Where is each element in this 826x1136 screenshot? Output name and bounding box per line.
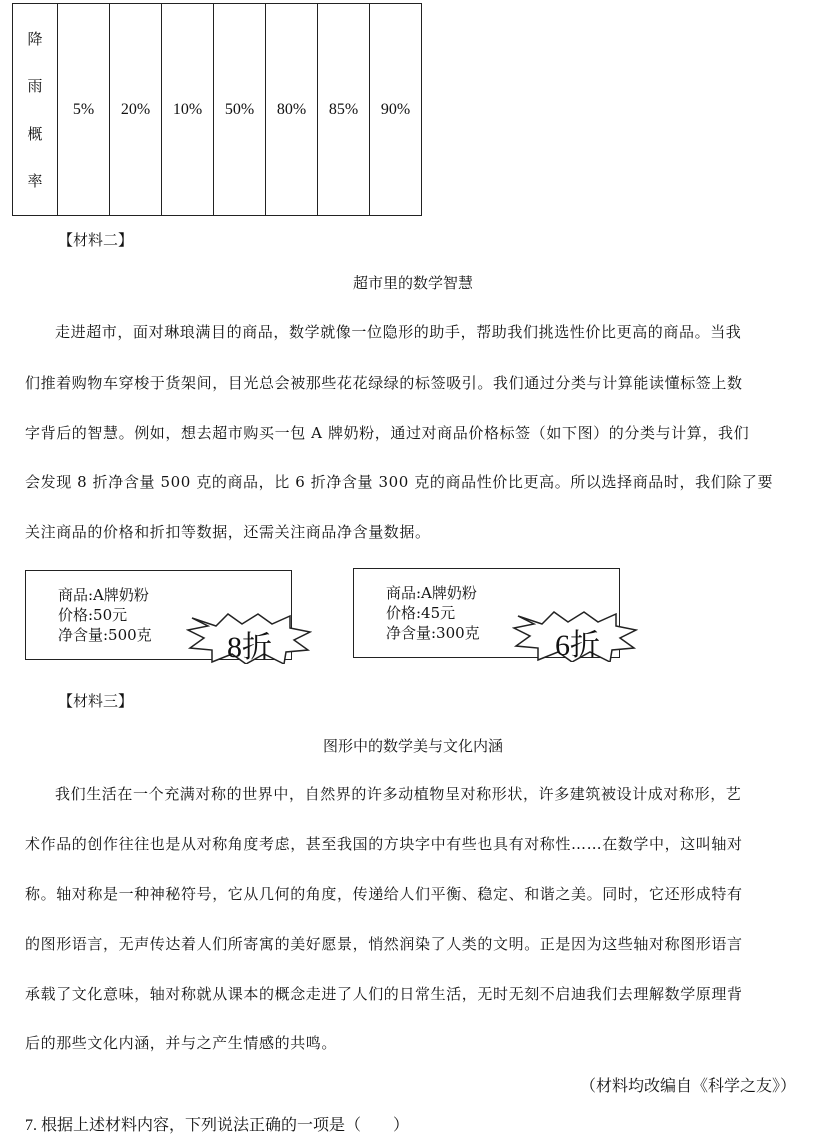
rain-probability-table bbox=[12, 3, 422, 216]
tag-weight: 净含量:300克 bbox=[386, 624, 480, 642]
tag-price: 价格:50元 bbox=[58, 606, 128, 624]
tag-price: 价格:45元 bbox=[386, 604, 456, 622]
discount-label: 6折 bbox=[555, 629, 600, 662]
material3-line: 的图形语言，无声传达着人们所寄寓的美好愿景，悄然润染了人类的文明。正是因为这些轴对称图形语言 bbox=[25, 935, 743, 953]
probability-cell: 20% bbox=[110, 4, 162, 216]
question-7: 7. 根据上述材料内容，下列说法正确的一项是（ ） bbox=[25, 1117, 410, 1134]
material2-line: 会发现 8 折净含量 500 克的商品，比 6 折净含量 300 克的商品性价比更高。所以选择商品时，我们除了要 bbox=[25, 473, 774, 491]
probability-cell: 90% bbox=[370, 4, 422, 216]
label-char: 概 bbox=[27, 124, 43, 143]
source-note: （材料均改编自《科学之友》） bbox=[579, 1076, 796, 1095]
material3-line: 称。轴对称是一种神秘符号，它从几何的角度，传递给人们平衡、稳定、和谐之美。同时，它还形成特有 bbox=[25, 885, 743, 903]
material3-title: 图形中的数学美与文化内涵 bbox=[322, 737, 503, 755]
material2-title: 超市里的数学智慧 bbox=[352, 274, 473, 292]
probability-cell: 80% bbox=[266, 4, 318, 216]
probability-cell: 85% bbox=[318, 4, 370, 216]
material3-line: 后的那些文化内涵，并与之产生情感的共鸣。 bbox=[25, 1034, 338, 1052]
probability-cell: 5% bbox=[58, 4, 110, 216]
label-char: 降 bbox=[27, 29, 43, 48]
tag-product: 商品:A牌奶粉 bbox=[386, 584, 477, 602]
material3-line: 我们生活在一个充满对称的世界中，自然界的许多动植物呈对称形状，许多建筑被设计成对称形，艺 bbox=[55, 785, 742, 803]
tag-weight: 净含量:500克 bbox=[58, 626, 152, 644]
material2-line: 字背后的智慧。例如，想去超市购买一包 A 牌奶粉，通过对商品价格标签（如下图）的分类与计算，我们 bbox=[25, 424, 750, 442]
material3-heading: 【材料三】 bbox=[58, 692, 134, 710]
label-char: 率 bbox=[27, 172, 43, 191]
material3-line: 承载了文化意味，轴对称就从课本的概念走进了人们的日常生活，无时无刻不启迪我们去理解数学原理背 bbox=[25, 985, 743, 1003]
rain-probability-label-cell bbox=[13, 4, 58, 216]
probability-cell: 50% bbox=[214, 4, 266, 216]
label-char: 雨 bbox=[27, 77, 43, 96]
discount-label: 8折 bbox=[227, 631, 272, 664]
tag-product: 商品:A牌奶粉 bbox=[58, 586, 149, 604]
material2-line: 走进超市，面对琳琅满目的商品，数学就像一位隐形的助手，帮助我们挑选性价比更高的商品。当我 bbox=[55, 323, 742, 341]
material2-line: 关注商品的价格和折扣等数据，还需关注商品净含量数据。 bbox=[25, 523, 431, 541]
probability-cell: 10% bbox=[162, 4, 214, 216]
material2-line: 们推着购物车穿梭于货架间，目光总会被那些花花绿绿的标签吸引。我们通过分类与计算能读懂标签上数 bbox=[25, 374, 743, 392]
material2-heading: 【材料二】 bbox=[58, 231, 134, 249]
material3-line: 术作品的创作往往也是从对称角度考虑，甚至我国的方块字中有些也具有对称性……在数学中，这叫轴对 bbox=[25, 835, 743, 853]
